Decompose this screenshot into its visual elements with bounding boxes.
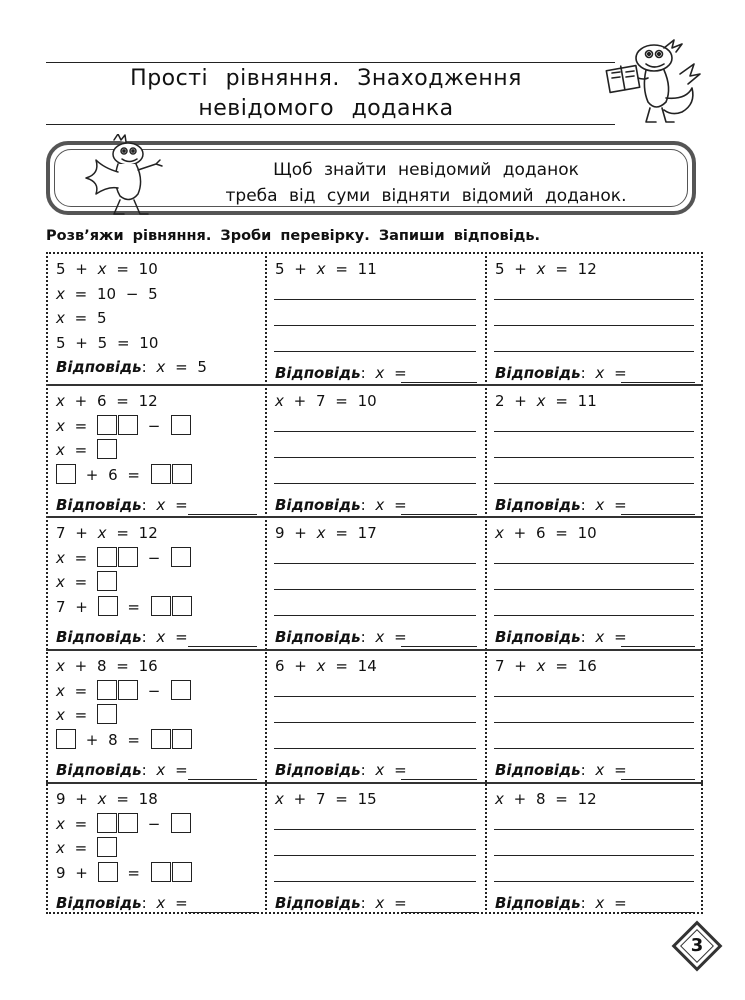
writing-line[interactable] (494, 829, 694, 830)
answer-box[interactable] (56, 729, 76, 749)
answer-box[interactable] (172, 729, 192, 749)
answer-box[interactable] (172, 464, 192, 484)
answer-underline[interactable] (621, 646, 695, 647)
answer-box[interactable] (97, 704, 117, 724)
answer-line: Відповідь: x = (56, 496, 188, 514)
exercise-cell (487, 386, 703, 518)
answer-box[interactable] (171, 415, 191, 435)
exercise-cell (487, 651, 703, 783)
answer-line: Відповідь: x = (275, 496, 407, 514)
hint-step: x = − (56, 682, 191, 700)
equation: x + 7 = 15 (275, 790, 377, 808)
answer-box[interactable] (97, 571, 117, 591)
check-step: 7 + = (56, 598, 192, 616)
instruction-text: Розв’яжи рівняння. Зроби перевірку. Запиши відповідь. (46, 228, 541, 244)
answer-line: Відповідь: x = (56, 761, 188, 779)
writing-line[interactable] (494, 855, 694, 856)
equation: 9 + x = 18 (56, 790, 158, 808)
hint-step: x = − (56, 815, 191, 833)
writing-line[interactable] (494, 431, 694, 432)
answer-box[interactable] (97, 547, 117, 567)
dragon-reading-icon (602, 28, 706, 132)
writing-line[interactable] (494, 696, 694, 697)
answer-line: Відповідь: x = (56, 628, 188, 646)
rule-line-1: Щоб знайти невідомий доданок (273, 160, 579, 180)
answer-underline[interactable] (188, 514, 257, 515)
answer-line: Відповідь: x = (275, 364, 407, 382)
equation: 2 + x = 11 (495, 392, 597, 410)
answer-box[interactable] (97, 837, 117, 857)
answer-box[interactable] (97, 415, 117, 435)
answer-box[interactable] (118, 415, 138, 435)
solution-step: 5 + 5 = 10 (56, 333, 159, 352)
answer-box[interactable] (151, 596, 171, 616)
writing-line[interactable] (274, 722, 476, 723)
writing-line[interactable] (274, 483, 476, 484)
answer-underline[interactable] (401, 912, 477, 913)
answer-box[interactable] (171, 547, 191, 567)
answer-box[interactable] (98, 596, 118, 616)
writing-line[interactable] (274, 696, 476, 697)
writing-line[interactable] (274, 615, 476, 616)
exercise-cell (48, 784, 265, 916)
title-bottom-rule (46, 124, 615, 125)
answer-box[interactable] (118, 813, 138, 833)
writing-line[interactable] (274, 881, 476, 882)
writing-line[interactable] (274, 563, 476, 564)
answer-box[interactable] (56, 464, 76, 484)
answer-box[interactable] (171, 813, 191, 833)
writing-line[interactable] (494, 457, 694, 458)
answer-box[interactable] (98, 862, 118, 882)
check-step: 9 + = (56, 864, 192, 882)
exercise-cell (267, 651, 485, 783)
hint-step: x = − (56, 549, 191, 567)
equation: 6 + x = 14 (275, 657, 377, 675)
equation: 5 + x = 11 (275, 260, 377, 278)
writing-line[interactable] (274, 457, 476, 458)
answer-box[interactable] (172, 862, 192, 882)
answer-underline[interactable] (188, 779, 257, 780)
answer-box[interactable] (118, 680, 138, 700)
answer-box[interactable] (118, 547, 138, 567)
hint-step: x = (56, 441, 117, 459)
exercise-cell (267, 518, 485, 650)
writing-line[interactable] (494, 722, 694, 723)
hint-step: x = (56, 706, 117, 724)
answer-underline[interactable] (188, 912, 257, 913)
page-title-line-1: Прості рівняння. Знаходження (130, 66, 522, 91)
exercise-cell (48, 254, 265, 386)
equation: x + 7 = 10 (275, 392, 377, 410)
rule-text (200, 157, 652, 209)
hint-step: x = (56, 839, 117, 857)
answer-line: Відповідь: x = (495, 496, 627, 514)
writing-line[interactable] (494, 881, 694, 882)
writing-line[interactable] (274, 589, 476, 590)
equation: 5 + x = 10 (56, 260, 158, 278)
writing-line[interactable] (494, 299, 694, 300)
writing-line[interactable] (494, 325, 694, 326)
equation: 5 + x = 12 (495, 260, 597, 278)
solution-step: x = 10 − 5 (56, 284, 158, 303)
check-step: + 6 = (56, 466, 192, 484)
writing-line[interactable] (494, 351, 694, 352)
answer-line: Відповідь: x = (495, 628, 627, 646)
equation: 9 + x = 17 (275, 524, 377, 542)
hint-step: x = (56, 573, 117, 591)
answer-box[interactable] (97, 813, 117, 833)
answer-line: Відповідь: x = (495, 364, 627, 382)
exercise-cell (267, 386, 485, 518)
equation: 7 + x = 12 (56, 524, 158, 542)
answer-line: Відповідь: x = (495, 894, 627, 912)
answer-line: Відповідь: x = (275, 761, 407, 779)
exercise-cell (267, 254, 485, 386)
answer-box[interactable] (97, 439, 117, 459)
answer-underline[interactable] (621, 514, 695, 515)
solution-step: x = 5 (56, 309, 107, 327)
answer-underline[interactable] (621, 779, 695, 780)
answer-underline[interactable] (401, 779, 477, 780)
exercise-cell (487, 254, 703, 386)
exercise-cell (487, 518, 703, 650)
exercise-cell (48, 518, 265, 650)
check-step: + 8 = (56, 731, 192, 749)
answer-underline[interactable] (621, 382, 695, 383)
title-top-rule (46, 62, 615, 63)
writing-line[interactable] (274, 431, 476, 432)
equation: x + 6 = 10 (495, 524, 597, 542)
equation: x + 6 = 12 (56, 392, 158, 410)
answer-line: Відповідь: x = (275, 894, 407, 912)
answer-line: Відповідь: x = (56, 894, 188, 912)
exercise-cell (48, 651, 265, 783)
answer-line: Відповідь: x = 5 (56, 358, 207, 376)
answer-underline[interactable] (188, 646, 257, 647)
writing-line[interactable] (494, 483, 694, 484)
page-number: 3 (690, 935, 704, 956)
writing-line[interactable] (274, 299, 476, 300)
equation: x + 8 = 16 (56, 657, 158, 675)
exercise-cell (48, 386, 265, 518)
writing-line[interactable] (274, 855, 476, 856)
answer-underline[interactable] (401, 514, 477, 515)
answer-underline[interactable] (621, 912, 695, 913)
answer-box[interactable] (171, 680, 191, 700)
writing-line[interactable] (494, 563, 694, 564)
equation: x + 8 = 12 (495, 790, 597, 808)
answer-box[interactable] (151, 729, 171, 749)
answer-line: Відповідь: x = (275, 628, 407, 646)
writing-line[interactable] (494, 748, 694, 749)
dragon-pointing-icon (74, 134, 174, 222)
writing-line[interactable] (274, 829, 476, 830)
answer-box[interactable] (172, 596, 192, 616)
answer-box[interactable] (151, 464, 171, 484)
exercise-cell (267, 784, 485, 916)
answer-line: Відповідь: x = (495, 761, 627, 779)
writing-line[interactable] (494, 615, 694, 616)
answer-box[interactable] (151, 862, 171, 882)
answer-box[interactable] (97, 680, 117, 700)
page-title-line-2: невідомого доданка (198, 96, 454, 121)
answer-underline[interactable] (401, 646, 477, 647)
exercise-cell (487, 784, 703, 916)
answer-underline[interactable] (401, 382, 477, 383)
hint-step: x = − (56, 417, 191, 435)
writing-line[interactable] (274, 351, 476, 352)
writing-line[interactable] (274, 748, 476, 749)
equation: 7 + x = 16 (495, 657, 597, 675)
rule-line-2: треба від суми відняти відомий доданок. (225, 186, 627, 206)
writing-line[interactable] (274, 325, 476, 326)
writing-line[interactable] (494, 589, 694, 590)
